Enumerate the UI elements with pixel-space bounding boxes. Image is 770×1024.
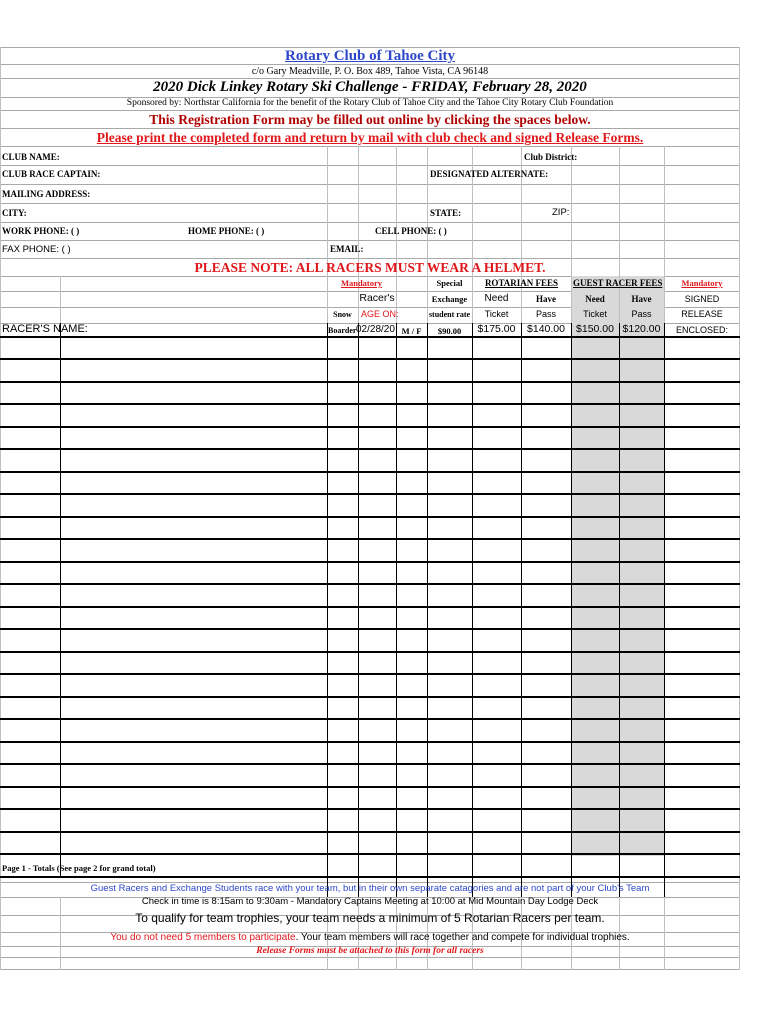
- age-on-label: AGE ON:: [361, 309, 399, 319]
- helmet-note: PLEASE NOTE: ALL RACERS MUST WEAR A HELMET.: [194, 260, 546, 275]
- student-rate-label: student rate: [428, 311, 471, 319]
- compete-text: . Your team members will race together and compete for individual trophies.: [295, 932, 630, 943]
- club-name-label[interactable]: CLUB NAME:: [2, 152, 60, 162]
- rot-ticket-label: Ticket: [484, 309, 509, 319]
- release-label: RELEASE: [681, 309, 723, 319]
- fax-phone-label[interactable]: FAX PHONE: ( ): [2, 244, 71, 255]
- mail-note: Please print the completed form and return by mail with club check and signed Release Forms.: [96, 130, 644, 145]
- zip-label[interactable]: ZIP:: [552, 207, 570, 218]
- racers-name-label: RACER'S NAME:: [2, 323, 88, 335]
- qualify-note: To qualify for team trophies, your team needs a minimum of 5 Rotarian Racers per team.: [135, 911, 605, 925]
- home-phone-label[interactable]: HOME PHONE: ( ): [188, 226, 265, 236]
- club-address: c/o Gary Meadville, P. O. Box 489, Tahoe Vista, CA 96148: [251, 66, 489, 77]
- rot-have-label: Have: [536, 294, 556, 304]
- race-captain-label[interactable]: CLUB RACE CAPTAIN:: [2, 169, 101, 179]
- guest-note: Guest Racers and Exchange Students race with your team, but in their own separate catagories and are not part of your Club's Team: [90, 883, 650, 894]
- guest-need-price: $150.00: [576, 323, 614, 335]
- online-note: This Registration Form may be filled out online by clicking the spaces below.: [149, 112, 591, 127]
- exchange-label: Exchange: [431, 294, 468, 304]
- cell-phone-label[interactable]: CELL PHONE: ( ): [375, 226, 447, 236]
- mf-label: M / F: [401, 326, 422, 336]
- registration-form: [0, 47, 740, 970]
- enclosed-label: ENCLOSED:: [675, 325, 728, 335]
- guest-have-price: $120.00: [622, 323, 661, 335]
- guest-ticket-label: Ticket: [583, 309, 607, 319]
- state-label[interactable]: STATE:: [430, 208, 462, 218]
- club-title: Rotary Club of Tahoe City: [284, 48, 456, 64]
- signed-label: SIGNED: [684, 294, 720, 304]
- email-label[interactable]: EMAIL:: [330, 244, 364, 254]
- mandatory-release-label: Mandatory: [681, 278, 723, 288]
- participation-note: [0, 933, 740, 943]
- racers-label: Racer's: [359, 292, 395, 304]
- special-label: Special: [436, 278, 463, 288]
- event-title: 2020 Dick Linkey Rotary Ski Challenge - FRIDAY, February 28, 2020: [153, 79, 587, 95]
- mailing-address-label[interactable]: MAILING ADDRESS:: [2, 189, 91, 199]
- no-need-five-text: You do not need 5 members to participate: [110, 932, 296, 943]
- student-price: $90.00: [437, 326, 462, 336]
- guest-fees-label: GUEST RACER FEES: [573, 279, 663, 288]
- guest-need-label: Need: [585, 294, 605, 304]
- rotarian-fees-label: ROTARIAN FEES: [484, 278, 559, 288]
- age-date-label: 02/28/20: [356, 325, 395, 335]
- rot-have-price: $140.00: [527, 323, 565, 335]
- page-totals-label: Page 1 - Totals (See page 2 for grand total): [2, 863, 156, 873]
- designated-alternate-label[interactable]: DESIGNATED ALTERNATE:: [430, 169, 549, 179]
- snow-label: Snow: [333, 310, 352, 319]
- sponsor-line: Sponsored by: Northstar California for the benefit of the Rotary Club of Tahoe City and the Tahoe City Rotary Club Foundation: [126, 98, 614, 108]
- rot-pass-label: Pass: [535, 309, 556, 319]
- boarder-label: Boarder: [328, 327, 357, 335]
- guest-pass-label: Pass: [631, 309, 652, 319]
- work-phone-label[interactable]: WORK PHONE: ( ): [2, 226, 80, 236]
- rot-need-price: $175.00: [477, 323, 516, 335]
- rot-need-label: Need: [484, 293, 509, 304]
- club-district-label[interactable]: Club District:: [524, 152, 578, 162]
- city-label[interactable]: CITY:: [2, 208, 27, 218]
- checkin-note: Check in time is 8:15am to 9:30am - Mandatory Captains Meeting at 10:00 at Mid Mountain Day Lodge Deck: [141, 896, 599, 907]
- release-forms-note: Release Forms must be attached to this form for all racers: [256, 946, 484, 956]
- mandatory-label: Mandatory: [340, 278, 383, 288]
- guest-have-label: Have: [631, 294, 652, 304]
